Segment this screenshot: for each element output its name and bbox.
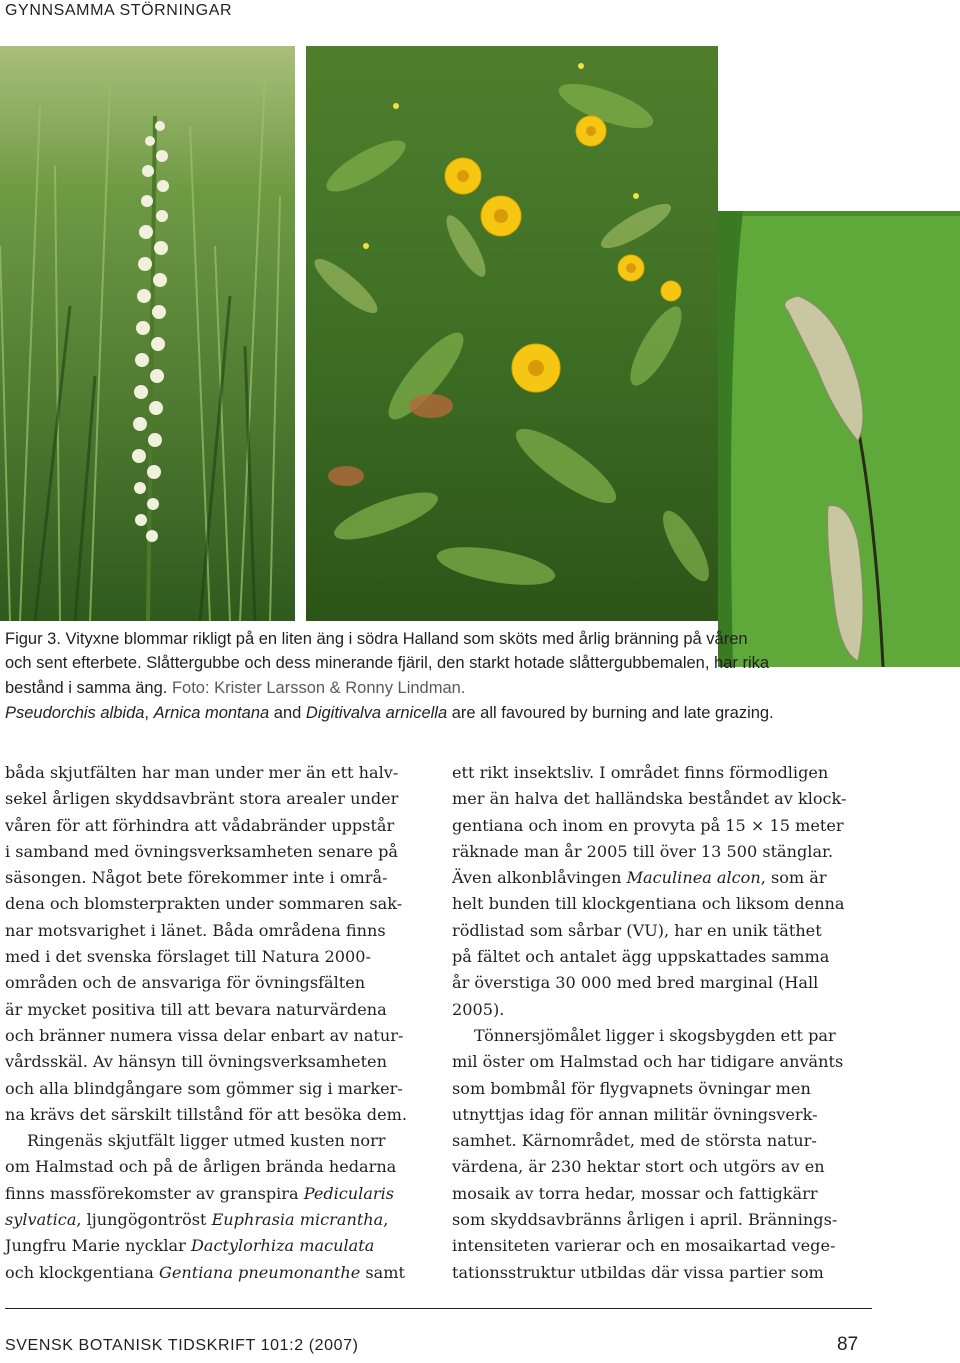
body-line: nar motsvarighet i länet. Båda områdena finns	[5, 920, 386, 940]
body-line: med i det svenska förslaget till Natura 2000-	[5, 947, 371, 967]
caption-line: Figur 3. Vityxne blommar rikligt på en liten äng i södra Halland som sköts med årlig bränning på våren	[5, 630, 748, 648]
body-line: och bränner numera vissa delar enbart av natur-	[5, 1025, 404, 1045]
photo-pseudorchis-albida	[0, 46, 295, 621]
caption-line: och sent efterbete. Slåttergubbe och dess minerande fjäril, den starkt hotade slåttergubbemalen, har rika	[5, 654, 770, 673]
figure-photos	[0, 46, 960, 621]
species-name: Pseudorchis albida	[5, 704, 145, 722]
body-line: rödlistad som sårbar (VU), har en unik täthet	[452, 920, 822, 940]
journal-title: SVENSK BOTANISK TIDSKRIFT 101:2 (2007)	[5, 1337, 359, 1354]
body-line	[452, 865, 892, 891]
species-name: Dactylorhiza maculata	[190, 1236, 375, 1256]
species-name: Maculinea alcon	[626, 868, 761, 888]
body-line	[5, 1181, 425, 1207]
body-line: mer än halva det halländska beståndet av klock-	[452, 789, 847, 809]
body-line: vårdsskäl. Av hänsyn till övningsverksamheten	[5, 1052, 387, 1072]
body-line: utnyttjas idag för annan militär övningsverk-	[452, 1104, 818, 1124]
body-line: Ringenäs skjutfält ligger utmed kusten norr	[27, 1131, 386, 1151]
body-line: som skyddsavbränns årligen i april. Brännings-	[452, 1210, 838, 1230]
body-line: säsongen. Något bete förekommer inte i områ-	[5, 868, 388, 888]
body-line	[5, 1207, 425, 1233]
species-name: Gentiana pneumonanthe	[159, 1262, 361, 1282]
body-line: samhet. Kärnområdet, med de största natur-	[452, 1131, 817, 1151]
photo-leaf-mine	[718, 211, 960, 667]
body-line: intensiteten varierar och en mosaikartad vege-	[452, 1236, 836, 1256]
species-name: Digitivalva arnicella	[305, 704, 448, 722]
body-line: mosaik av torra hedar, mossar och fattigkärr	[452, 1183, 818, 1203]
body-text: ,	[383, 1210, 389, 1230]
body-line: 2005).	[452, 999, 505, 1019]
body-text: finns massförekomster av granspira	[5, 1183, 304, 1203]
body-line: våren för att förhindra att vådabränder uppstår	[5, 815, 395, 835]
photo-arnica-montana	[306, 46, 718, 621]
body-text: och klockgentiana	[5, 1262, 160, 1282]
body-column-left	[5, 760, 425, 1286]
body-text: Jungfru Marie nycklar	[5, 1236, 191, 1256]
body-line: Tönnersjömålet ligger i skogsbygden ett par	[474, 1025, 836, 1045]
species-name: sylvatica	[5, 1210, 77, 1230]
body-line: mil öster om Halmstad och har tidigare använts	[452, 1052, 844, 1072]
photo-credit: Foto: Krister Larsson & Ronny Lindman.	[171, 678, 466, 697]
body-line: sekel årligen skyddsavbränt stora arealer under	[5, 789, 399, 809]
body-line: dena och blomsterprakten under sommaren sak-	[5, 894, 403, 914]
species-name: Arnica montana	[153, 704, 270, 722]
body-line	[5, 1260, 425, 1286]
body-text: , som är	[760, 868, 827, 888]
body-line	[5, 1233, 425, 1259]
body-line: båda skjutfälten har man under mer än ett halv-	[5, 763, 399, 782]
body-line: räknade man år 2005 till över 13 500 stänglar.	[452, 841, 834, 861]
section-header: GYNNSAMMA STÖRNINGAR	[5, 2, 233, 19]
body-column-right	[452, 760, 892, 1286]
body-line: i samband med övningsverksamheten senare på	[5, 841, 398, 861]
body-line: är mycket positiva till att bevara naturvärdena	[5, 999, 387, 1019]
body-text: , ljungögontröst	[76, 1210, 212, 1230]
body-line: områden och de ansvariga för övningsfälten	[5, 973, 366, 993]
body-line: och alla blindgångare som gömmer sig i marker-	[5, 1078, 403, 1098]
species-name: Pedicularis	[303, 1183, 395, 1203]
figure-caption	[5, 627, 955, 700]
body-line: värdena, är 230 hektar stort och utgörs av en	[452, 1157, 825, 1177]
body-line: på fältet och antalet ägg uppskattades samma	[452, 947, 830, 967]
body-line: om Halmstad och på de årligen brända hedarna	[5, 1157, 397, 1177]
body-line: helt bunden till klockgentiana och liksom denna	[452, 894, 845, 914]
page-number: 87	[837, 1334, 859, 1355]
body-line: gentiana och inom en provyta på 15 × 15 meter	[452, 815, 844, 835]
body-line: som bombmål för flygvapnets övningar men	[452, 1078, 811, 1098]
body-line: na krävs det särskilt tillstånd för att besöka dem.	[5, 1104, 407, 1124]
caption-line	[5, 676, 955, 700]
caption-text: ,	[144, 704, 150, 722]
caption-text: bestånd i samma äng.	[5, 678, 168, 697]
caption-english	[5, 701, 955, 725]
caption-text: and	[273, 704, 302, 722]
caption-text: are all favoured by burning and late grazing.	[451, 704, 774, 722]
body-line: tationsstruktur utbildas där vissa partier som	[452, 1262, 824, 1282]
body-text: samt	[360, 1262, 405, 1282]
footer-divider	[5, 1308, 872, 1309]
species-name: Euphrasia micrantha	[211, 1210, 384, 1230]
body-line: år överstiga 30 000 med bred marginal (Hall	[452, 973, 819, 993]
body-text: Även alkonblåvingen	[452, 868, 627, 888]
body-line: ett rikt insektsliv. I området finns förmodligen	[452, 763, 829, 782]
